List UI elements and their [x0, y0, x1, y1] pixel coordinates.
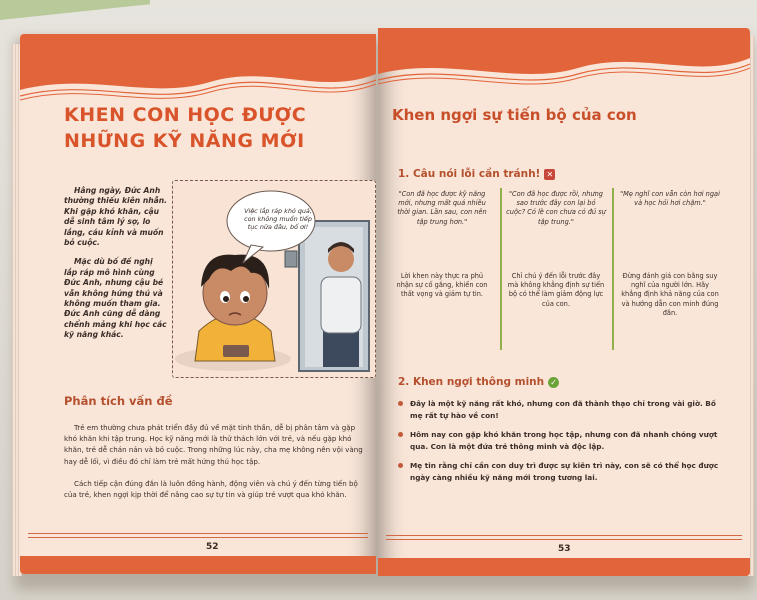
body-paragraph: Cách tiếp cận đúng đắn là luôn đồng hành, động viên và chú ý đến từng tiến bộ của trẻ, khen ngợi kịp thời để nâng cao sự tự tin và giúp trẻ vượt qua khó khăn.: [64, 478, 358, 500]
footer-rule: [28, 537, 368, 538]
mistake-quote: "Mẹ nghĩ con vẫn còn hơi ngại và học hỏi hơi chậm.": [620, 190, 720, 208]
x-icon: ✕: [544, 169, 555, 180]
list-item: [398, 429, 728, 452]
analysis-body: [64, 422, 368, 511]
praise-list: [398, 398, 728, 491]
analysis-heading: Phân tích vấn đề: [64, 394, 173, 408]
bullet-icon: [398, 432, 403, 437]
check-icon: ✓: [548, 377, 559, 388]
column-divider: [500, 188, 502, 350]
intro-paragraph: Hằng ngày, Đức Anh thường thiếu kiên nhẫn. Khi gặp khó khăn, cậu dễ sinh tâm lý sợ, lo lắng, cáu kỉnh và muốn bỏ cuộc.: [64, 186, 168, 248]
left-header-band: [20, 34, 376, 104]
mistake-column: [506, 190, 606, 308]
right-footer-band: [378, 558, 750, 576]
right-header-band: [378, 28, 750, 98]
list-item-text: Hôm nay con gặp khó khăn trong học tập, nhưng con đã nhanh chóng vượt qua. Con là một đứa trẻ thông minh và độc lập.: [410, 430, 718, 451]
page-number: 53: [558, 544, 571, 554]
list-item-text: Mẹ tin rằng chỉ cần con duy trì được sự kiên trì này, con sẽ có thể học được ngày càng nhiều kỹ năng mới trong tương lai.: [410, 461, 719, 482]
mistake-quote: "Con đã học được kỹ năng mới, nhưng mất quá nhiều thời gian. Lần sau, con nên tập trung hơn.": [397, 190, 487, 226]
bullet-icon: [398, 463, 403, 468]
list-item-text: Đây là một kỹ năng rất khó, nhưng con đã thành thạo chỉ trong vài giờ. Bố mẹ rất tự hào về con!: [410, 399, 716, 420]
footer-rule: [386, 535, 742, 536]
left-page: [20, 34, 376, 574]
mistake-quote: "Con đã học được rồi, nhưng sao trước đây con lại bỏ cuộc? Có lẽ con chưa có đủ sự tập trung.": [506, 190, 606, 226]
right-page: [378, 28, 750, 576]
section2-title: 2. Khen ngợi thông minh: [398, 376, 545, 388]
mistake-explanation: Chỉ chú ý đến lỗi trước đây mà không khẳng định sự tiến bộ có thể làm giảm động lực của con.: [507, 272, 605, 308]
open-book: [10, 14, 752, 584]
mistake-column: [392, 190, 492, 299]
body-paragraph: Trẻ em thường chưa phát triển đầy đủ về mặt tinh thần, dễ bị phân tâm và gặp khó khăn khi tập trung. Học kỹ năng mới là thử thách lớn với trẻ, và nếu gặp khó khăn, trẻ dễ chán nản và bỏ cuộc. Trong những lúc này, cha mẹ không nên vội vàng hay dễ lối, vì điều đó chỉ làm trẻ mất hứng thú học tập.: [64, 423, 363, 466]
mistake-explanation: Đừng đánh giá con bằng suy nghĩ của người lớn. Hãy khẳng định khả năng của con và hướng dẫn con minh đúng đắn.: [621, 272, 719, 317]
column-divider: [612, 188, 614, 350]
footer-rule: [386, 539, 742, 540]
speech-bubble-text: Việc lắp ráp khó quá, con không muốn tiếp tục nữa đâu, bố ơi!: [244, 206, 312, 232]
footer-rule: [28, 533, 368, 534]
bullet-icon: [398, 401, 403, 406]
section1-heading: [398, 168, 555, 180]
section1-title: 1. Câu nói lỗi cần tránh!: [398, 168, 541, 180]
intro-paragraph: Mặc dù bố đề nghị lắp ráp mô hình cùng Đức Anh, nhưng cậu bé vẫn không hứng thú và không muốn tham gia. Đức Anh cũng dễ dàng chểnh mảng khi học các kỹ năng khác.: [64, 257, 167, 340]
page-number: 52: [206, 542, 219, 552]
mistake-column: [620, 190, 720, 317]
list-item: [398, 398, 728, 421]
left-page-title: KHEN CON HỌC ĐƯỢC NHỮNG KỸ NĂNG MỚI: [64, 104, 307, 152]
intro-text: [64, 186, 168, 350]
section2-heading: [398, 376, 559, 388]
list-item: [398, 460, 728, 483]
right-page-title: Khen ngợi sự tiến bộ của con: [392, 106, 637, 124]
mistake-explanation: Lời khen này thực ra phủ nhận sự cố gắng, khiến con thất vọng và giảm tự tin.: [396, 272, 488, 299]
left-footer-band: [20, 556, 376, 574]
